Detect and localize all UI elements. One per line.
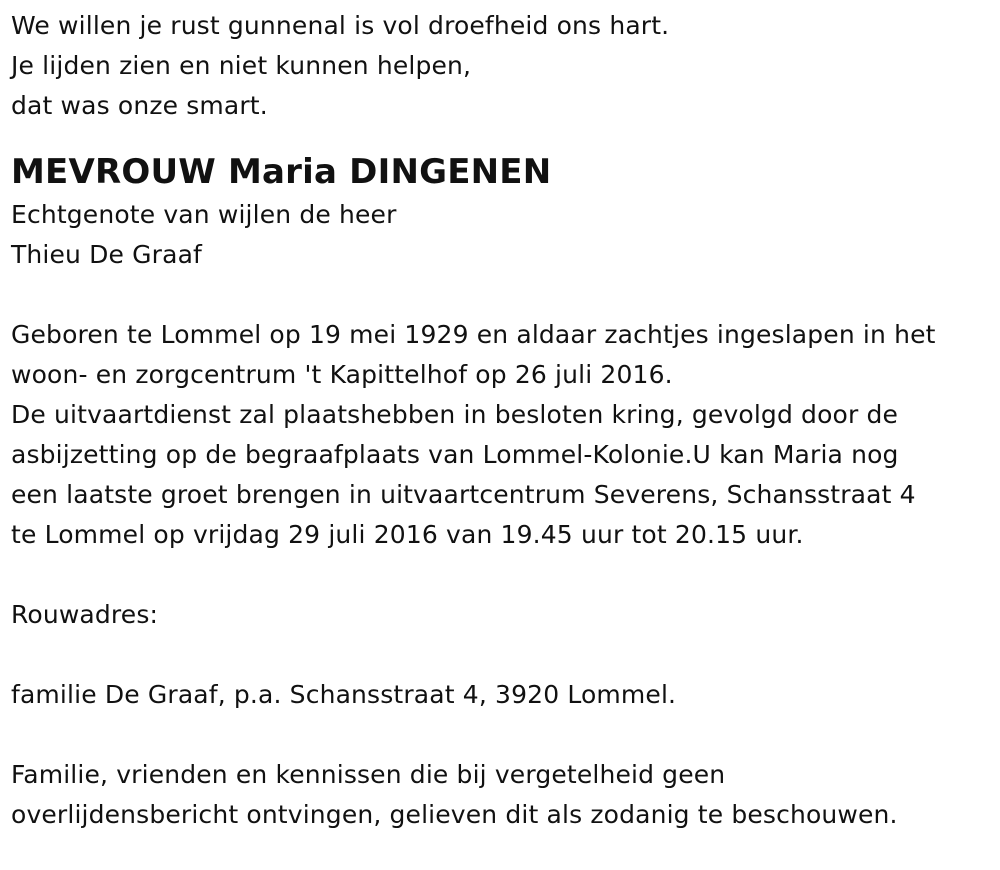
spacer <box>11 635 986 675</box>
spouse-info <box>11 195 986 275</box>
mourning-address: familie De Graaf, p.a. Schansstraat 4, 3920 Lommel. <box>11 680 677 709</box>
deceased-name: MEVROUW Maria DINGENEN <box>11 152 552 192</box>
closing-line: overlijdensbericht ontvingen, gelieven dit als zodanig te beschouwen. <box>11 800 898 829</box>
mourning-address-label: Rouwadres: <box>11 600 159 629</box>
details-line: De uitvaartdienst zal plaatshebben in besloten kring, gevolgd door de <box>11 400 899 429</box>
poem-line: dat was onze smart. <box>11 91 268 120</box>
obituary-notice <box>11 6 986 835</box>
spouse-line: Thieu De Graaf <box>11 240 203 269</box>
spacer <box>11 126 986 149</box>
details-line: woon- en zorgcentrum 't Kapittelhof op 26 juli 2016. <box>11 360 673 389</box>
spouse-line: Echtgenote van wijlen de heer <box>11 200 397 229</box>
closing-paragraph <box>11 755 986 835</box>
spacer <box>11 275 986 315</box>
poem-line: We willen je rust gunnenal is vol droefheid ons hart. <box>11 11 670 40</box>
details-line: een laatste groet brengen in uitvaartcentrum Severens, Schansstraat 4 <box>11 480 916 509</box>
poem-line: Je lijden zien en niet kunnen helpen, <box>11 51 472 80</box>
spacer <box>11 555 986 595</box>
details-line: asbijzetting op de begraafplaats van Lommel-Kolonie.U kan Maria nog <box>11 440 899 469</box>
details-line: Geboren te Lommel op 19 mei 1929 en aldaar zachtjes ingeslapen in het <box>11 320 936 349</box>
details-line: te Lommel op vrijdag 29 juli 2016 van 19.45 uur tot 20.15 uur. <box>11 520 804 549</box>
poem <box>11 6 986 126</box>
closing-line: Familie, vrienden en kennissen die bij vergetelheid geen <box>11 760 726 789</box>
spacer <box>11 715 986 755</box>
details-paragraph <box>11 315 986 555</box>
